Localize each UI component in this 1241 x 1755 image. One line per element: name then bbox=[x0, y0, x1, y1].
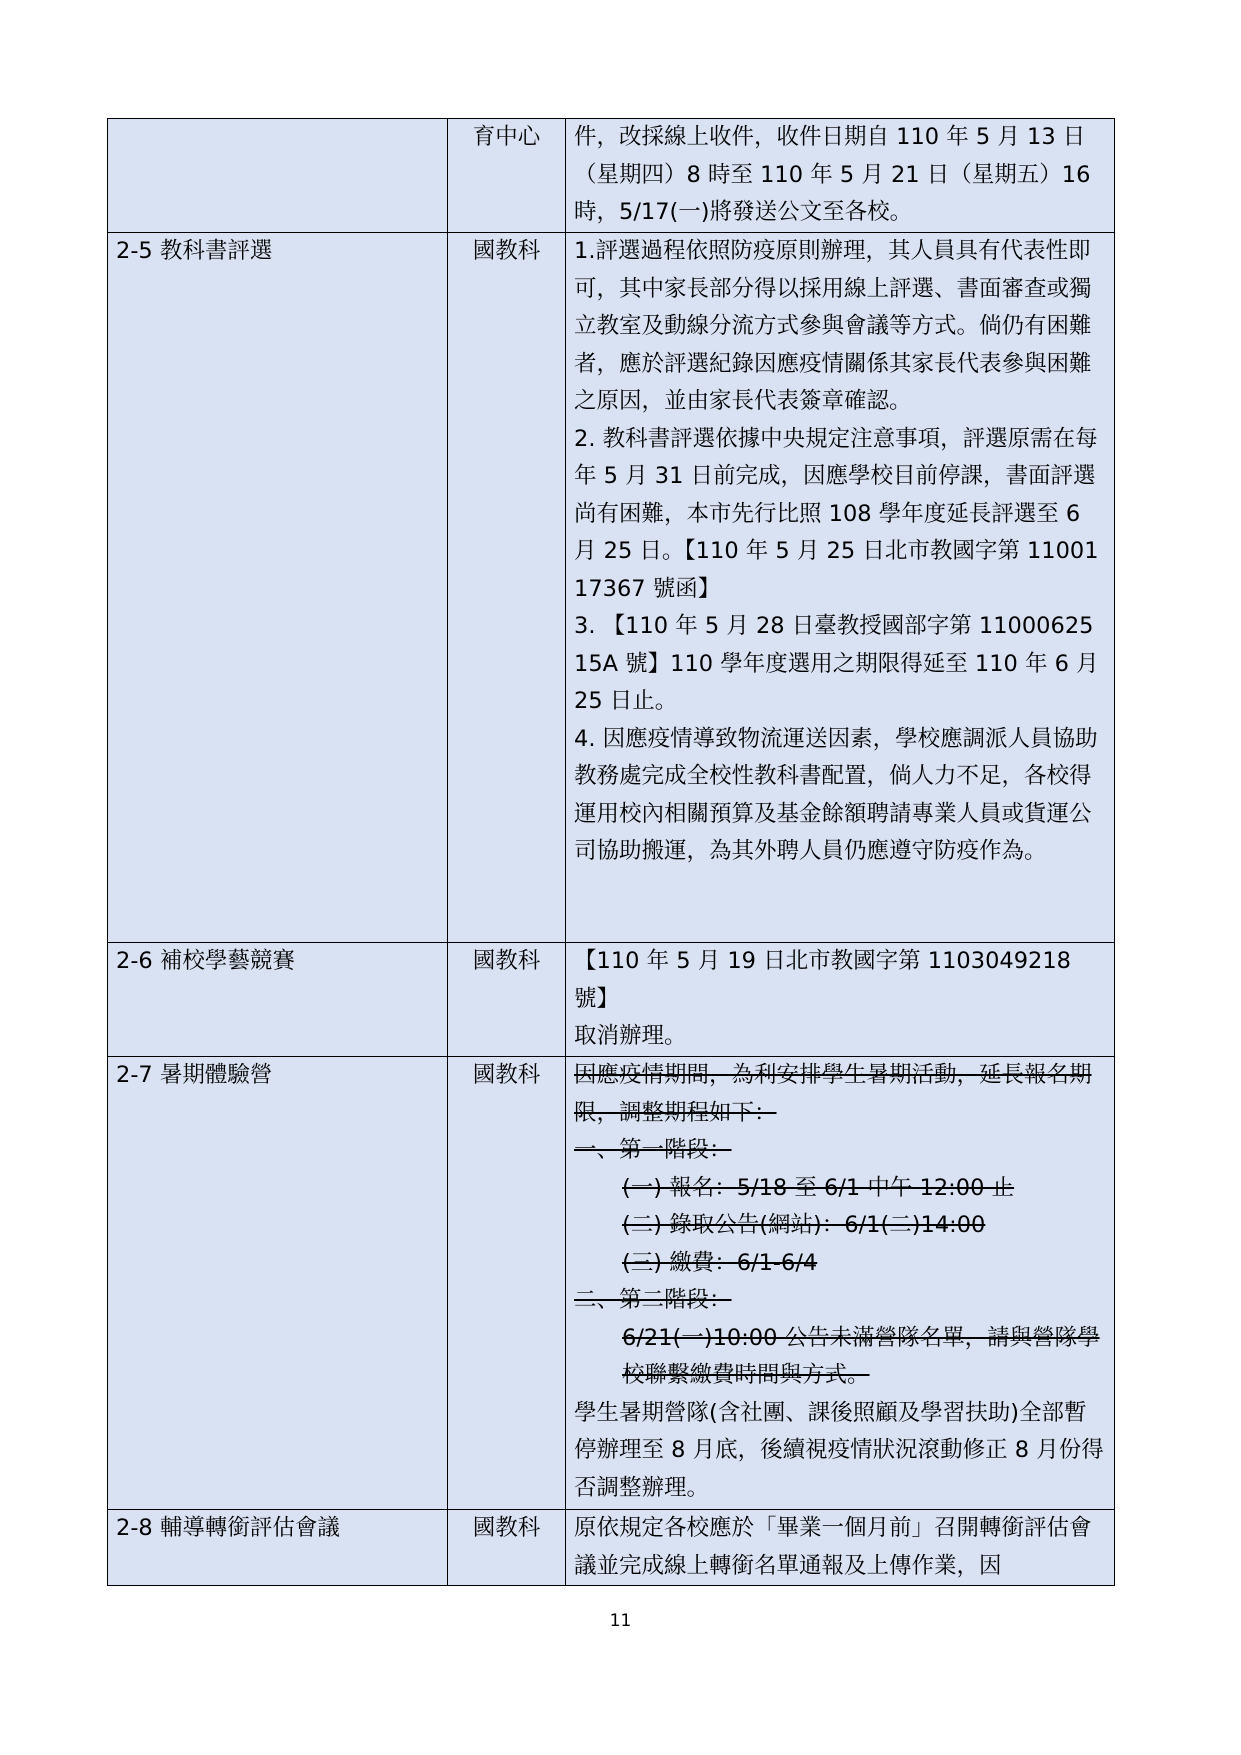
content-paragraph: 原依規定各校應於「畢業一個月前」召開轉銜評估會議並完成線上轉銜名單通報及上傳作業，因 bbox=[574, 1515, 1092, 1579]
unit-cell: 國教科 bbox=[448, 233, 566, 943]
content-paragraph: 1.評選過程依照防疫原則辦理，其人員具有代表性即可，其中家長部分得以採用線上評選、書面審查或獨立教室及動線分流方式參與會議等方式。倘仍有困難者，應於評選紀錄因應疫情關係其家長代表參與困難之原因，並由家長代表簽章確認。 bbox=[574, 238, 1092, 414]
table-row bbox=[108, 1510, 1115, 1586]
content-paragraph: 4. 因應疫情導致物流運送因素，學校應調派人員協助教務處完成全校性教科書配置，倘人力不足，各校得運用校內相關預算及基金餘額聘請專業人員或貨運公司協助搬運，為其外聘人員仍應遵守防疫作為。 bbox=[574, 725, 1098, 864]
table-row bbox=[108, 943, 1115, 1057]
content-cell bbox=[566, 1057, 1115, 1510]
struck-paragraph: 6/21(一)10:00 公告未滿營隊名單，請與營隊學校聯繫繳費時間與方式。 bbox=[622, 1324, 1100, 1388]
table-row bbox=[108, 1057, 1115, 1510]
content-paragraph: 取消辦理。 bbox=[574, 1023, 687, 1049]
content-cell bbox=[566, 943, 1115, 1057]
content-paragraph: 學生暑期營隊(含社團、課後照顧及學習扶助)全部暫停辦理至 8 月底，後續視疫情狀況滾動修正 8 月份得否調整辦理。 bbox=[574, 1399, 1104, 1501]
content-cell bbox=[566, 119, 1115, 233]
content-paragraph: 【110 年 5 月 19 日北市教國字第 1103049218 號】 bbox=[574, 948, 1071, 1012]
schedule-table bbox=[107, 118, 1115, 1586]
struck-paragraph: 二、第二階段： bbox=[574, 1287, 732, 1313]
struck-paragraph: 因應疫情期間，為利安排學生暑期活動，延長報名期限，調整期程如下： bbox=[574, 1062, 1092, 1126]
content-cell bbox=[566, 233, 1115, 943]
table-row bbox=[108, 233, 1115, 943]
unit-cell: 育中心 bbox=[448, 119, 566, 233]
item-cell: 2-7 暑期體驗營 bbox=[108, 1057, 448, 1510]
struck-paragraph: 一、第一階段： bbox=[574, 1137, 732, 1163]
content-paragraph: 件，改採線上收件，收件日期自 110 年 5 月 13 日（星期四）8 時至 110 年 5 月 21 日（星期五）16 時，5/17(一)將發送公文至各校。 bbox=[574, 124, 1091, 225]
unit-cell: 國教科 bbox=[448, 943, 566, 1057]
content-paragraph: 2. 教科書評選依據中央規定注意事項，評選原需在每年 5 月 31 日前完成，因應學校目前停課，書面評選尚有困難，本市先行比照 108 學年度延長評選至 6 月 25 日。【110 年 5 月 25 日北市教國字第 1100117367 號函】 bbox=[574, 425, 1099, 602]
unit-cell: 國教科 bbox=[448, 1057, 566, 1510]
document-page bbox=[107, 118, 1114, 1586]
table-row bbox=[108, 119, 1115, 233]
struck-paragraph: (一) 報名：5/18 至 6/1 中午 12:00 止 bbox=[622, 1174, 1015, 1201]
item-cell bbox=[108, 119, 448, 233]
struck-paragraph: (三) 繳費：6/1-6/4 bbox=[622, 1249, 818, 1276]
item-cell: 2-6 補校學藝競賽 bbox=[108, 943, 448, 1057]
content-cell bbox=[566, 1510, 1115, 1586]
content-paragraph: 3. 【110 年 5 月 28 日臺教授國部字第 1100062515A 號】110 學年度選用之期限得延至 110 年 6 月 25 日止。 bbox=[574, 613, 1099, 714]
unit-cell: 國教科 bbox=[448, 1510, 566, 1586]
page-number: 11 bbox=[609, 1611, 632, 1631]
item-cell: 2-5 教科書評選 bbox=[108, 233, 448, 943]
item-cell: 2-8 輔導轉銜評估會議 bbox=[108, 1510, 448, 1586]
struck-paragraph: (二) 錄取公告(網站)：6/1(二)14:00 bbox=[622, 1212, 986, 1238]
